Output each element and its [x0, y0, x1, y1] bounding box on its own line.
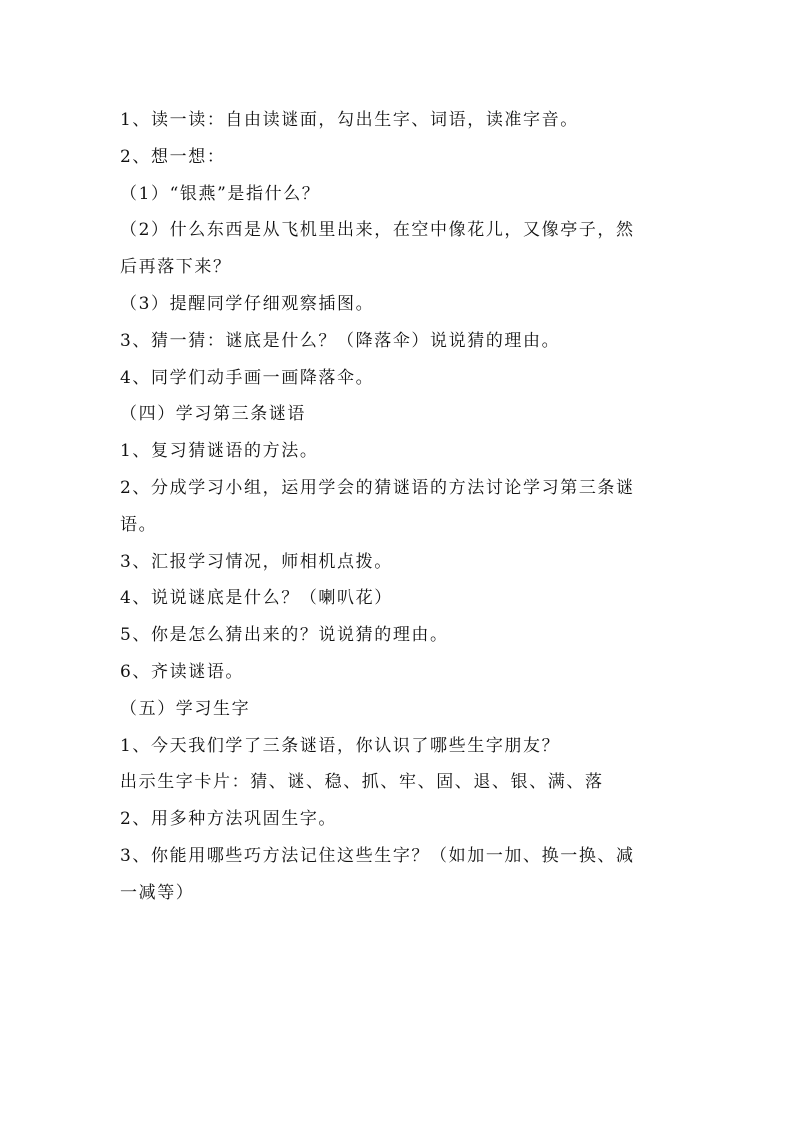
text-line: 后再落下来？: [120, 257, 232, 278]
text-line: 2、分成学习小组，运用学会的猜谜语的方法讨论学习第三条谜: [120, 477, 635, 498]
text-line: 1、今天我们学了三条谜语，你认识了哪些生字朋友？: [120, 735, 561, 756]
text-line: 2、用多种方法巩固生字。: [120, 809, 338, 830]
text-line: 语。: [120, 514, 158, 535]
text-line: 1、复习猜谜语的方法。: [120, 441, 319, 462]
text-line: （1）“银燕”是指什么？: [120, 183, 321, 204]
text-line: （3）提醒同学仔细观察插图。: [120, 293, 375, 314]
text-line: 一减等）: [120, 882, 195, 903]
text-line: （2）什么东西是从飞机里出来，在空中像花儿，又像亭子，然: [120, 220, 635, 241]
text-line: 3、你能用哪些巧方法记住这些生字？（如加一加、换一换、减: [120, 845, 635, 866]
section-heading: （五）学习生字: [120, 698, 251, 719]
text-line: 4、说说谜底是什么？（喇叭花）: [120, 588, 393, 609]
text-line: 4、同学们动手画一画降落伞。: [120, 367, 375, 388]
body-text: [120, 102, 680, 912]
text-line: 1、读一读：自由读谜面，勾出生字、词语，读准字音。: [120, 110, 579, 130]
section-heading: （四）学习第三条谜语: [120, 404, 306, 425]
text-line: 2、想一想：: [120, 146, 226, 167]
text-line: 5、你是怎么猜出来的？说说猜的理由。: [120, 625, 449, 646]
text-line: 6、齐读谜语。: [120, 661, 245, 682]
text-line: 3、猜一猜：谜底是什么？（降落伞）说说猜的理由。: [120, 330, 561, 351]
text-line: 3、汇报学习情况，师相机点拨。: [120, 551, 393, 572]
text-line: 出示生字卡片：猜、谜、稳、抓、牢、固、退、银、满、落: [120, 772, 604, 793]
